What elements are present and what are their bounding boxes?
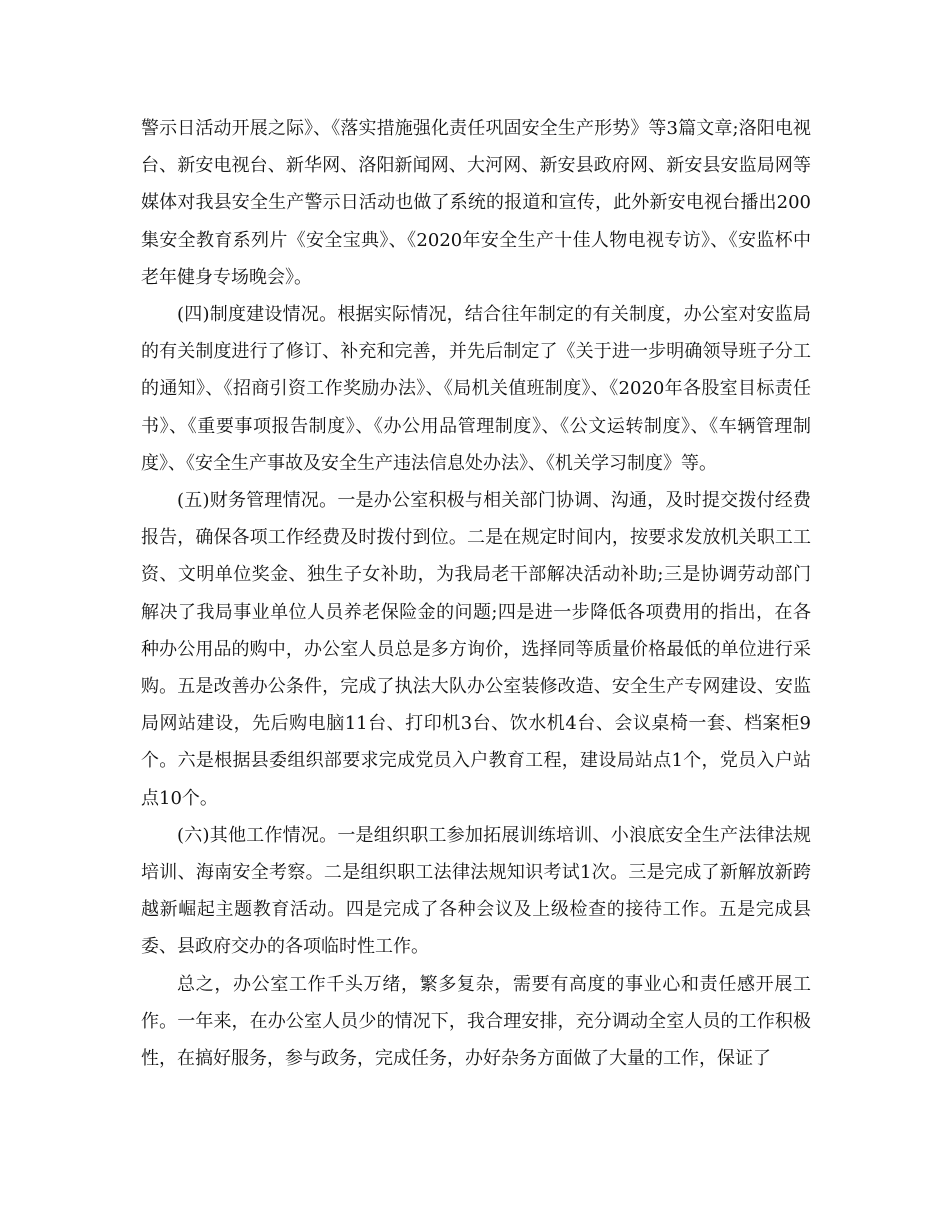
paragraph-summary: 总之，办公室工作千头万绪，繁多复杂，需要有高度的事业心和责任感开展工作。一年来，在办公室人员少的情况下，我合理安排，充分调动全室人员的工作积极性，在搞好服务，参与政务，完成任务，办好杂务方面做了大量的工作，保证了 xyxy=(141,973,811,1070)
document-body xyxy=(141,110,811,1077)
paragraph-continuation: 警示日活动开展之际》、《落实措施强化责任巩固安全生产形势》等3篇文章;洛阳电视台、新安电视台、新华网、洛阳新闻网、大河网、新安县政府网、新安县安监局网等媒体对我县安全生产警示日活动也做了系统的报道和宣传，此外新安电视台播出200集安全教育系列片《安全宝典》、《2020年安全生产十佳人物电视专访》、《安监杯中老年健身专场晚会》。 xyxy=(141,118,811,288)
paragraph-financial-management: (五)财务管理情况。一是办公室积极与相关部门协调、沟通，及时提交拨付经费报告，确保各项工作经费及时拨付到位。二是在规定时间内，按要求发放机关职工工资、文明单位奖金、独生子女补助，为我局老干部解决活动补助;三是协调劳动部门解决了我局事业单位人员养老保险金的问题;四是进一步降低各项费用的指出，在各种办公用品的购中，办公室人员总是多方询价，选择同等质量价格最低的单位进行采购。五是改善办公条件，完成了执法大队办公室装修改造、安全生产专网建设、安监局网站建设，先后购电脑11台、打印机3台、饮水机4台、会议桌椅一套、档案柜9个。六是根据县委组织部要求完成党员入户教育工程，建设局站点1个，党员入户站点10个。 xyxy=(141,490,811,809)
paragraph-other-work: (六)其他工作情况。一是组织职工参加拓展训练培训、小浪底安全生产法律法规培训、海南安全考察。二是组织职工法律法规知识考试1次。三是完成了新解放新跨越新崛起主题教育活动。四是完成了各种会议及上级检查的接待工作。五是完成县委、县政府交办的各项临时性工作。 xyxy=(141,824,811,958)
paragraph-system-construction: (四)制度建设情况。根据实际情况，结合往年制定的有关制度，办公室对安监局的有关制度进行了修订、补充和完善，并先后制定了《关于进一步明确领导班子分工的通知》、《招商引资工作奖励办法》、《局机关值班制度》、《2020年各股室目标责任书》、《重要事项报告制度》、《办公用品管理制度》、《公文运转制度》、《车辆管理制度》、《安全生产事故及安全生产违法信息处办法》、《机关学习制度》等。 xyxy=(141,304,811,474)
